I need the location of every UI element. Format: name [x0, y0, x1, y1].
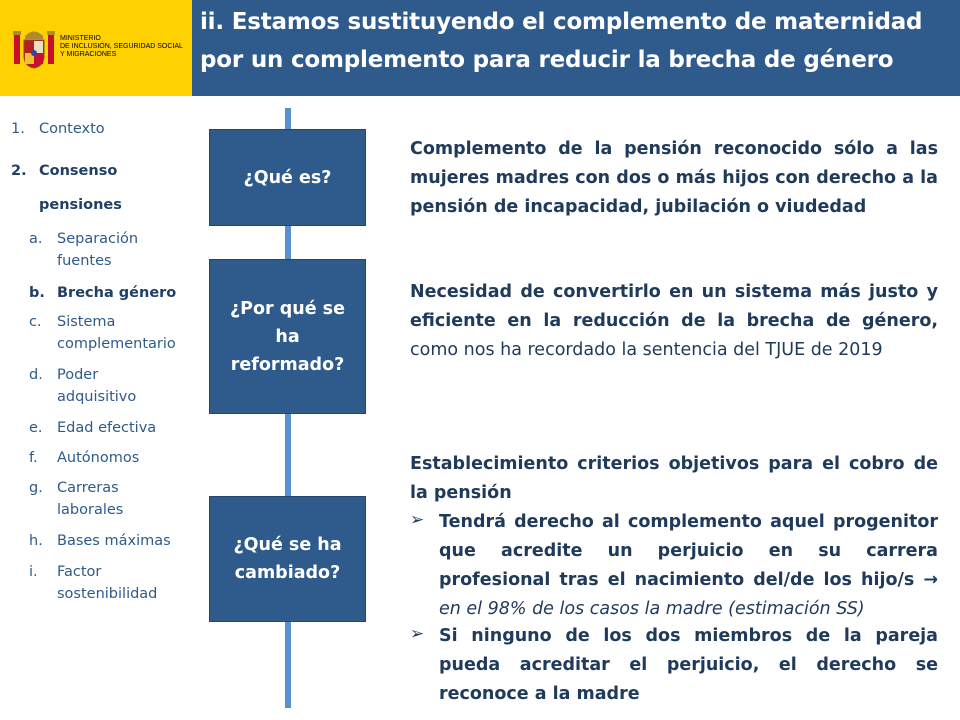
sidebar-item-number: f. — [29, 450, 38, 466]
sidebar-item-label: Factor — [57, 564, 102, 580]
sidebar-item-label: Bases máximas — [57, 533, 171, 549]
ministry-logo-area — [0, 0, 192, 96]
box-label-line: ¿Por qué se — [230, 298, 345, 319]
slide-title — [200, 3, 960, 79]
sidebar-item-number: i. — [29, 564, 38, 580]
title-line-1: ii. Estamos sustituyendo el complemento de maternidad — [200, 9, 923, 35]
sidebar-item-label: complementario — [57, 336, 176, 352]
bullet-arrow-icon: ➢ — [410, 510, 425, 530]
sidebar-item-label: Carreras — [57, 480, 119, 496]
box-label-line: ha — [275, 326, 300, 347]
paragraph-que-cambiado — [410, 450, 938, 508]
paragraph-line: Establecimiento criterios objetivos para el cobro de — [410, 454, 938, 474]
ministry-line: MINISTERIO — [60, 35, 101, 42]
paragraph-line: eficiente en la reducción de la brecha de género, — [410, 311, 938, 331]
box-label-line: ¿Qué se ha — [233, 535, 342, 555]
sidebar-item-number: a. — [29, 231, 43, 247]
paragraph-line: Necesidad de convertirlo en un sistema más justo y — [410, 282, 938, 302]
sidebar-item-label: Sistema — [57, 314, 116, 330]
sidebar-item-label: Autónomos — [57, 450, 140, 466]
sidebar-item-label: Brecha género — [57, 285, 177, 301]
title-bar — [192, 0, 960, 96]
box-label-line: reformado? — [230, 354, 345, 375]
box-label: ¿Qué es? — [243, 167, 332, 188]
bullet-line: que acredite un perjuicio en su carrera — [439, 541, 938, 561]
sidebar-item-label: Poder — [57, 367, 99, 383]
box-que-ha-cambiado — [209, 496, 366, 622]
bullet-line: en el 98% de los casos la madre (estimación SS) — [439, 599, 865, 619]
paragraph-line: Complemento de la pensión reconocido sólo a las — [410, 139, 938, 159]
sidebar-item-label: pensiones — [39, 197, 122, 213]
sidebar-item-number: 1. — [11, 121, 25, 137]
box-label-line: cambiado? — [234, 563, 341, 583]
sidebar-item-label: Consenso — [39, 163, 118, 179]
paragraph-line: mujeres madres con dos o más hijos con derecho a la — [410, 168, 938, 188]
sidebar-item-number: b. — [29, 285, 45, 301]
spain-coat-of-arms-icon — [12, 28, 56, 70]
bullet-line: reconoce a la madre — [439, 684, 640, 704]
paragraph-line: la pensión — [410, 483, 512, 503]
bullet-line: Tendrá derecho al complemento aquel progenitor — [439, 512, 938, 532]
box-por-que-reformado — [209, 259, 366, 414]
ministry-line: Y MIGRACIONES — [60, 51, 117, 58]
paragraph-line: pensión de incapacidad, jubilación o viudedad — [410, 197, 867, 217]
box-que-es — [209, 129, 366, 226]
sidebar-item-label: Edad efectiva — [57, 420, 157, 436]
paragraph-que-es — [410, 135, 938, 222]
title-line-2: por un complemento para reducir la brecha de género — [200, 47, 894, 73]
sidebar-item-label: sostenibilidad — [57, 586, 158, 602]
sidebar-item-label: adquisitivo — [57, 389, 137, 405]
bullet-line: Si ninguno de los dos miembros de la pareja — [439, 626, 938, 646]
bullet-text — [439, 622, 938, 709]
sidebar-item-label: fuentes — [57, 253, 112, 269]
sidebar-item-number: e. — [29, 420, 43, 436]
bullet-line: pueda acreditar el perjuicio, el derecho se — [439, 655, 938, 675]
sidebar-item-number: c. — [29, 314, 42, 330]
sidebar-item-label: Separación — [57, 231, 139, 247]
ministry-name — [60, 35, 190, 59]
sidebar-item-label: Contexto — [39, 121, 105, 137]
bullet-arrow-icon: ➢ — [410, 624, 425, 644]
sidebar-item-label: laborales — [57, 502, 124, 518]
paragraph-por-que — [410, 278, 938, 365]
sidebar-item-number: 2. — [11, 163, 27, 179]
bullet-line: profesional tras el nacimiento del/de los hijo/s → — [439, 570, 938, 590]
paragraph-line: como nos ha recordado la sentencia del TJUE de 2019 — [410, 340, 883, 360]
sidebar-item-number: g. — [29, 480, 43, 496]
sidebar-item-number: h. — [29, 533, 43, 549]
ministry-line: DE INCLUSIÓN, SEGURIDAD SOCIAL — [60, 43, 183, 50]
bullet-text — [439, 508, 938, 624]
sidebar-item-number: d. — [29, 367, 43, 383]
